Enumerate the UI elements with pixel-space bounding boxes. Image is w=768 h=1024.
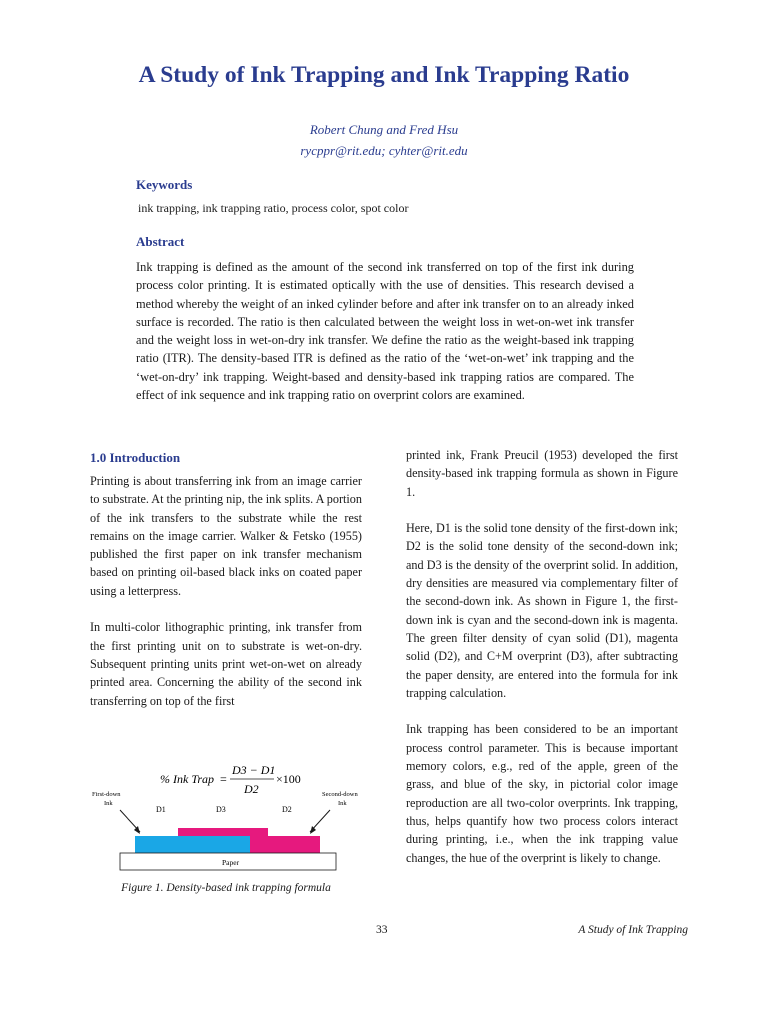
cyan-ink-layer xyxy=(135,836,250,853)
author-emails: rycppr@rit.edu; cyhter@rit.edu xyxy=(300,143,468,158)
figure-caption: Figure 1. Density-based ink trapping formula xyxy=(121,882,331,894)
authors: Robert Chung and Fred Hsu xyxy=(309,122,459,137)
keywords-text: ink trapping, ink trapping ratio, process color, spot color xyxy=(138,201,409,215)
label-d3: D3 xyxy=(216,805,226,814)
introduction-heading: 1.0 Introduction xyxy=(90,450,181,465)
formula-numerator: D3 − D1 xyxy=(232,763,276,777)
intro-paragraph-2: In multi-color lithographic printing, ink transfer from the first printing unit on to substrate is wet-on-dry. Subsequent printing units print wet-on-wet on already printed area. Concerning the ability of the second ink transferring on top of the first xyxy=(90,620,362,708)
right-column xyxy=(406,446,678,885)
formula-times: ×100 xyxy=(276,772,301,786)
right-paragraph-3: Ink trapping has been considered to be an important process control parameter. This is because important memory colors, e.g., red of the apple, green of the grass, and blue of the sky, in pictorial color image reproduction are all two-color overprints. Ink trapping, thus, helps quantify how two process colors interact during printing, i.e., when the ink trapping value changes, the hue of the overprint is likely to change. xyxy=(406,722,678,865)
label-second-down-ink: Ink xyxy=(338,800,347,807)
paper-title: A Study of Ink Trapping and Ink Trapping Ratio xyxy=(138,62,630,88)
formula-equals: = xyxy=(220,772,227,786)
paper-label: Paper xyxy=(222,858,240,867)
label-second-down: Second-down xyxy=(322,791,358,798)
right-paragraph-2: Here, D1 is the solid tone density of the first-down ink; D2 is the solid tone density of the second-down ink; and D3 is the density of the overprint solid. In addition, dry densities are measured via complementary filter of the second-down ink. As shown in Figure 1, the first-down ink is cyan and the second-down ink is magenta. The green filter density of cyan solid (D1), magenta solid (D2), and C+M overprint (D3), after subtracting the paper density, are entered into the formula for ink trapping calculation. xyxy=(406,521,678,700)
label-first-down-ink: Ink xyxy=(104,800,113,807)
arrow-second-down-head xyxy=(310,826,316,834)
formula-lhs: % Ink Trap xyxy=(160,772,214,786)
page-number: 33 xyxy=(376,924,388,936)
running-title: A Study of Ink Trapping xyxy=(578,924,688,936)
label-d2: D2 xyxy=(282,805,292,814)
magenta-ink-overprint xyxy=(250,836,320,853)
right-paragraph-1: printed ink, Frank Preucil (1953) developed the first density-based ink trapping formula as shown in Figure 1. xyxy=(406,448,678,499)
keywords-heading: Keywords xyxy=(136,177,193,192)
label-first-down: First-down xyxy=(92,791,121,798)
abstract-heading: Abstract xyxy=(136,234,185,249)
intro-paragraph-1: Printing is about transferring ink from an image carrier to substrate. At the printing nip, the ink splits. A portion of the ink transfers to the substrate while the rest remains on the image carrier. Walker & Fetsko (1955) published the first paper on ink transfer mechanism based on printing oil-based black inks on coated paper using a letterpress. xyxy=(90,474,362,598)
arrow-first-down-head xyxy=(134,826,140,834)
left-column xyxy=(90,472,362,728)
formula-denominator: D2 xyxy=(244,782,259,796)
abstract-text: Ink trapping is defined as the amount of the second ink transferred on top of the first ink during process color printing. It is estimated optically with the use of densities. This research devised a method whereby the weight of an inked cylinder before and after ink transfer on to an already inked surface is recorded. The ratio is then calculated between the weight loss in wet-on-wet ink transfer and the weight loss in wet-on-dry ink transfer. We define the ratio as the weight-based ink trapping ratio (ITR). The density-based ITR is defined as the ratio of the ‘wet-on-wet’ ink trapping and the ‘wet-on-dry’ ink trapping. Weight-based and density-based ink trapping ratios are compared. The effect of ink sequence and ink trapping ratio on overprint colors are examined. xyxy=(136,260,634,403)
label-d1: D1 xyxy=(156,805,166,814)
